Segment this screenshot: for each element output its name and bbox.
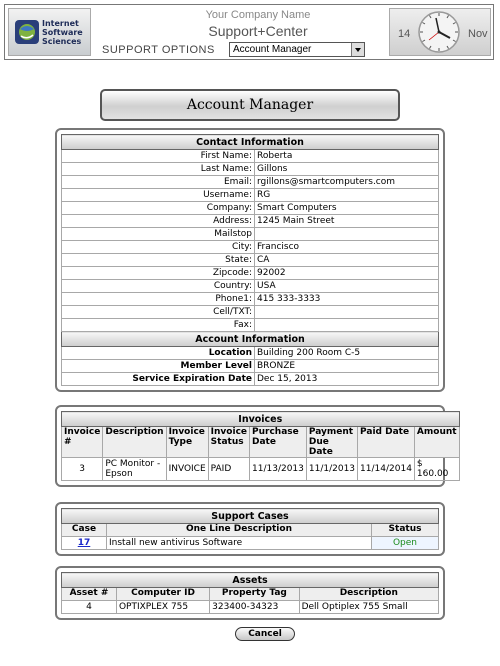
column-header-row xyxy=(62,427,460,458)
clock-widget xyxy=(389,8,491,56)
contact-row xyxy=(62,176,439,189)
column-header: Property Tag xyxy=(210,588,299,601)
account-row xyxy=(62,373,439,386)
invoices-table xyxy=(61,411,460,481)
contact-row xyxy=(62,189,439,202)
contact-row xyxy=(62,319,439,332)
company-logo xyxy=(8,8,91,56)
contact-row xyxy=(62,202,439,215)
field-value xyxy=(255,228,439,241)
field-value xyxy=(255,319,439,332)
app-header xyxy=(4,4,494,60)
contact-row xyxy=(62,241,439,254)
table-cell: PC Monitor - Epson xyxy=(103,458,166,481)
field-value xyxy=(255,306,439,319)
table-cell: $ 160.00 xyxy=(414,458,459,481)
column-header: Amount xyxy=(414,427,459,458)
field-value: RG xyxy=(255,189,439,202)
analog-clock-icon xyxy=(417,10,461,54)
support-options-value: Account Manager xyxy=(233,44,312,55)
contact-row xyxy=(62,293,439,306)
field-label: Member Level xyxy=(62,360,255,373)
contact-row xyxy=(62,228,439,241)
column-header: Paid Date xyxy=(358,427,415,458)
column-header: Status xyxy=(372,524,439,537)
table-cell: 11/13/2013 xyxy=(250,458,307,481)
contact-row xyxy=(62,163,439,176)
table-cell: 11/14/2014 xyxy=(358,458,415,481)
table-cell: 11/1/2013 xyxy=(306,458,357,481)
column-header: Invoice # xyxy=(62,427,103,458)
table-cell: 4 xyxy=(62,601,117,614)
contact-account-panel xyxy=(55,128,445,392)
support-cases-panel xyxy=(55,502,445,556)
column-header: Invoice Status xyxy=(208,427,249,458)
page-title xyxy=(100,89,400,121)
field-label: State: xyxy=(62,254,255,267)
account-row xyxy=(62,360,439,373)
contact-row xyxy=(62,215,439,228)
clock-month: Nov xyxy=(468,28,488,40)
contact-table xyxy=(61,134,439,386)
cancel-button[interactable]: Cancel xyxy=(235,627,295,641)
field-value: Building 200 Room C-5 xyxy=(255,347,439,360)
contact-row xyxy=(62,280,439,293)
field-label: Company: xyxy=(62,202,255,215)
assets-panel xyxy=(55,566,445,620)
chevron-down-icon[interactable] xyxy=(351,43,364,56)
column-header: Case xyxy=(62,524,107,537)
field-label: Last Name: xyxy=(62,163,255,176)
field-label: Cell/TXT: xyxy=(62,306,255,319)
table-row xyxy=(62,537,439,550)
field-label: Zipcode: xyxy=(62,267,255,280)
table-cell: OPTIXPLEX 755 xyxy=(116,601,209,614)
contact-row xyxy=(62,254,439,267)
field-value: USA xyxy=(255,280,439,293)
assets-heading: Assets xyxy=(62,573,439,588)
globe-logo-icon xyxy=(14,19,40,45)
case-cell xyxy=(62,537,107,550)
field-label: Phone1: xyxy=(62,293,255,306)
field-value: Dec 15, 2013 xyxy=(255,373,439,386)
field-value: Roberta xyxy=(255,150,439,163)
field-value: 415 333-3333 xyxy=(255,293,439,306)
clock-day: 14 xyxy=(398,28,411,40)
table-cell: PAID xyxy=(208,458,249,481)
field-label: First Name: xyxy=(62,150,255,163)
field-label: Email: xyxy=(62,176,255,189)
column-header: Computer ID xyxy=(116,588,209,601)
case-description: Install new antivirus Software xyxy=(107,537,372,550)
account-heading: Account Information xyxy=(62,332,439,347)
field-value: 1245 Main Street xyxy=(255,215,439,228)
column-header: Purchase Date xyxy=(250,427,307,458)
field-value: BRONZE xyxy=(255,360,439,373)
contact-heading: Contact Information xyxy=(62,135,439,150)
table-cell: INVOICE xyxy=(166,458,208,481)
account-row xyxy=(62,347,439,360)
app-title: Support+Center xyxy=(208,23,308,39)
field-label: Country: xyxy=(62,280,255,293)
field-value: rgillons@smartcomputers.com xyxy=(255,176,439,189)
logo-text: Internet Software Sciences xyxy=(42,19,83,46)
contact-row xyxy=(62,306,439,319)
field-label: Mailstop xyxy=(62,228,255,241)
column-header: One Line Description xyxy=(107,524,372,537)
column-header: Invoice Type xyxy=(166,427,208,458)
table-cell: 323400-34323 xyxy=(210,601,299,614)
contact-row xyxy=(62,267,439,280)
field-value: Gillons xyxy=(255,163,439,176)
field-label: Service Expiration Date xyxy=(62,373,255,386)
status-badge: Open xyxy=(372,537,439,550)
field-label: Address: xyxy=(62,215,255,228)
table-cell: Dell Optiplex 755 Small xyxy=(299,601,438,614)
field-label: Username: xyxy=(62,189,255,202)
invoices-heading: Invoices xyxy=(62,412,460,427)
field-value: 92002 xyxy=(255,267,439,280)
company-name: Your Company Name xyxy=(205,9,311,21)
cases-heading: Support Cases xyxy=(62,509,439,524)
column-header-row xyxy=(62,588,439,601)
page-title-text: Account Manager xyxy=(186,97,314,113)
field-value: CA xyxy=(255,254,439,267)
column-header: Asset # xyxy=(62,588,117,601)
field-value: Francisco xyxy=(255,241,439,254)
case-link[interactable]: 17 xyxy=(77,538,91,548)
assets-table xyxy=(61,572,439,614)
table-row xyxy=(62,458,460,481)
support-options-select[interactable] xyxy=(229,42,365,57)
column-header: Description xyxy=(299,588,438,601)
field-label: City: xyxy=(62,241,255,254)
field-value: Smart Computers xyxy=(255,202,439,215)
column-header: Description xyxy=(103,427,166,458)
column-header: Payment Due Date xyxy=(306,427,357,458)
support-cases-table xyxy=(61,508,439,550)
table-row xyxy=(62,601,439,614)
field-label: Location xyxy=(62,347,255,360)
field-label: Fax: xyxy=(62,319,255,332)
column-header-row xyxy=(62,524,439,537)
table-cell: 3 xyxy=(62,458,103,481)
invoices-panel xyxy=(55,405,457,487)
contact-row xyxy=(62,150,439,163)
support-options-label: SUPPORT OPTIONS xyxy=(102,44,215,56)
